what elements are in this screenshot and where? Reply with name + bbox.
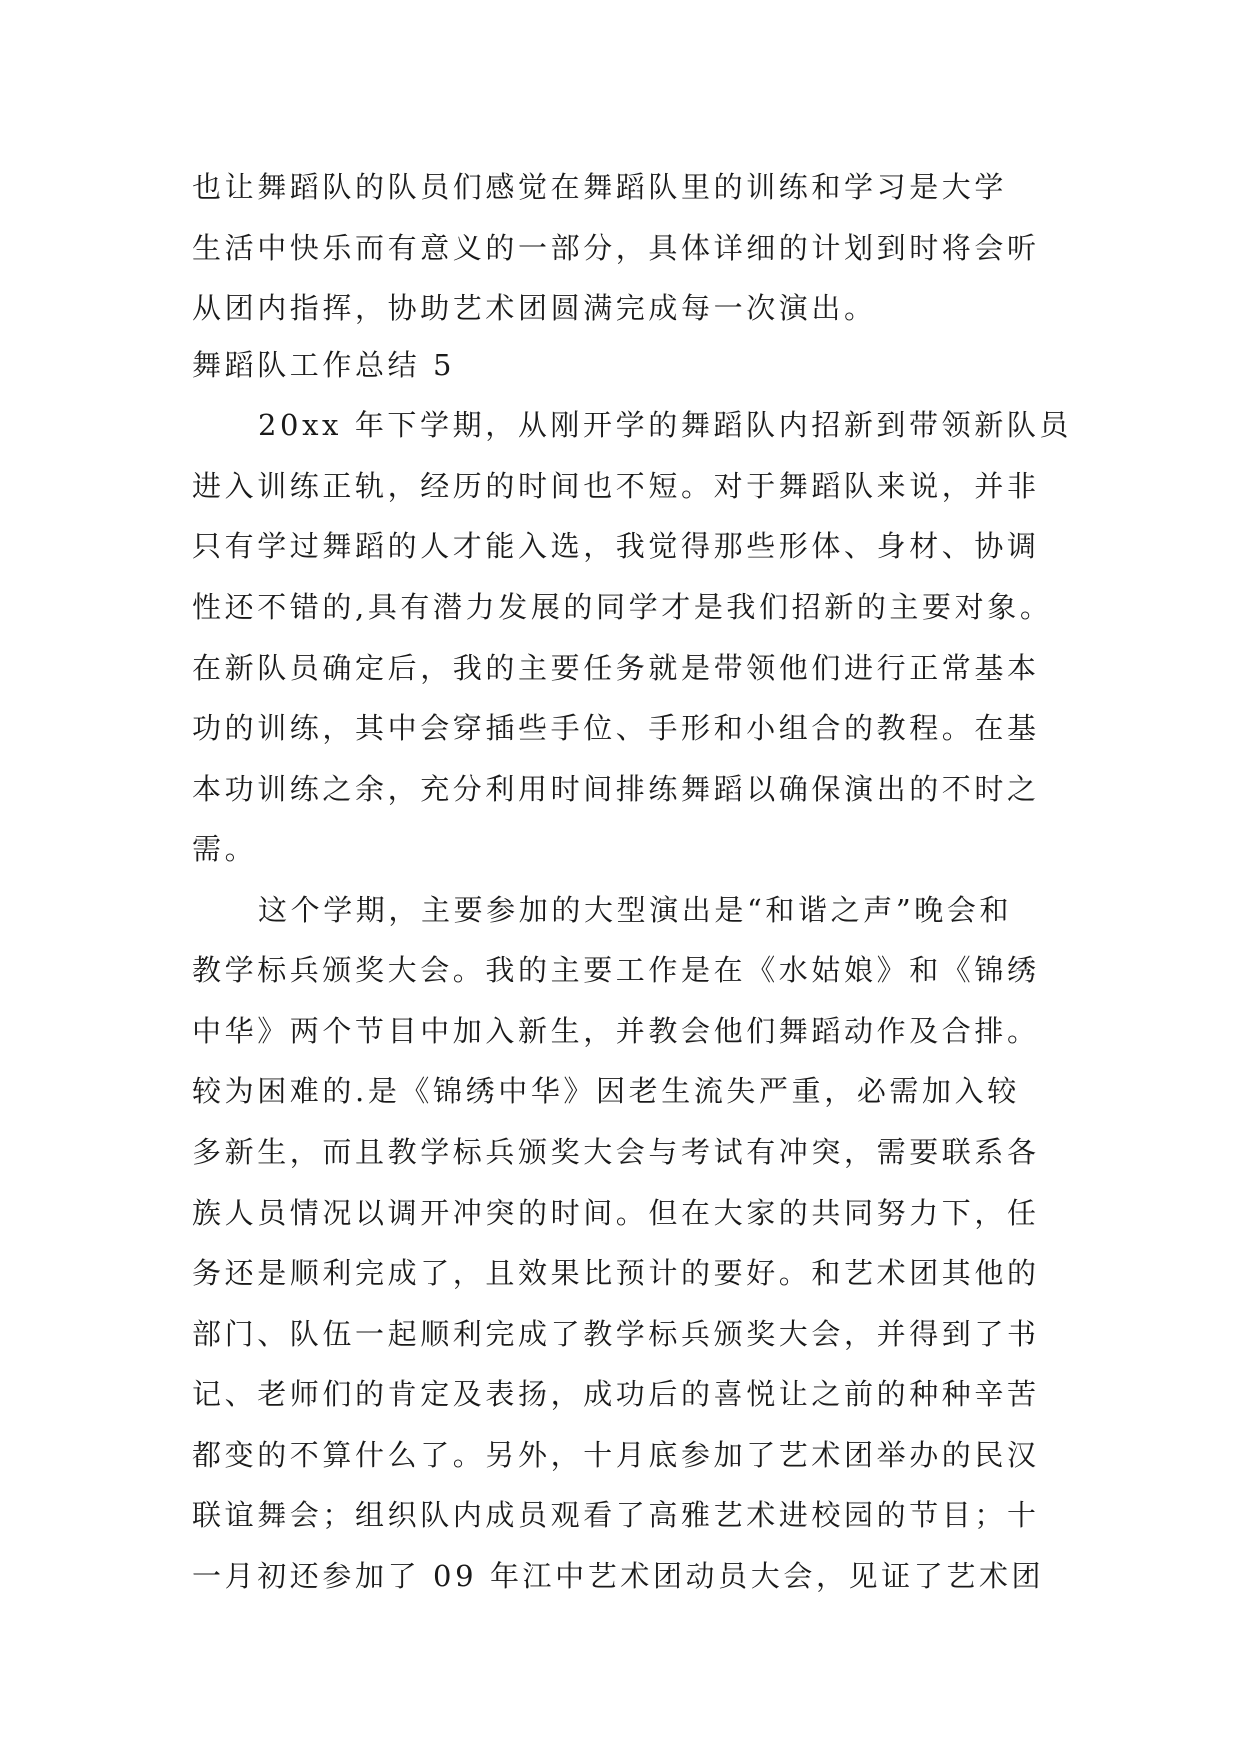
paragraph-line: 记、老师们的肯定及表扬，成功后的喜悦让之前的种种辛苦 [192, 1377, 1040, 1411]
paragraph-line: 功的训练，其中会穿插些手位、手形和小组合的教程。在基 [192, 711, 1040, 745]
paragraph-line: 部门、队伍一起顺利完成了教学标兵颁奖大会，并得到了书 [192, 1317, 1040, 1351]
paragraph-line: 生活中快乐而有意义的一部分，具体详细的计划到时将会听 [192, 231, 1040, 265]
paragraph-line: 一月初还参加了 09 年江中艺术团动员大会，见证了艺术团 [192, 1559, 1045, 1593]
paragraph-line: 联谊舞会；组织队内成员观看了高雅艺术进校园的节目；十 [192, 1498, 1040, 1532]
paragraph-line: 20xx 年下学期，从刚开学的舞蹈队内招新到带领新队员 [258, 408, 1073, 442]
paragraph-line: 务还是顺利完成了，且效果比预计的要好。和艺术团其他的 [192, 1256, 1040, 1290]
paragraph-line: 只有学过舞蹈的人才能入选，我觉得那些形体、身材、协调 [192, 529, 1040, 563]
paragraph-line: 也让舞蹈队的队员们感觉在舞蹈队里的训练和学习是大学 [192, 170, 1008, 204]
paragraph-line: 本功训练之余，充分利用时间排练舞蹈以确保演出的不时之 [192, 772, 1040, 806]
paragraph-line: 中华》两个节目中加入新生，并教会他们舞蹈动作及合排。 [192, 1014, 1040, 1048]
paragraph-line: 在新队员确定后，我的主要任务就是带领他们进行正常基本 [192, 651, 1040, 685]
paragraph-line: 性还不错的,具有潜力发展的同学才是我们招新的主要对象。 [192, 590, 1053, 624]
paragraph-line: 从团内指挥，协助艺术团圆满完成每一次演出。 [192, 291, 877, 325]
paragraph-line: 需。 [192, 832, 258, 866]
paragraph-line: 多新生，而且教学标兵颁奖大会与考试有冲突，需要联系各 [192, 1135, 1040, 1169]
section-heading: 舞蹈队工作总结 5 [192, 348, 456, 382]
paragraph-line: 进入训练正轨，经历的时间也不短。对于舞蹈队来说，并非 [192, 469, 1040, 503]
paragraph-line: 这个学期，主要参加的大型演出是“和谐之声”晚会和 [258, 893, 1013, 927]
paragraph-line: 较为困难的.是《锦绣中华》因老生流失严重，必需加入较 [192, 1074, 1020, 1108]
paragraph-line: 都变的不算什么了。另外，十月底参加了艺术团举办的民汉 [192, 1438, 1040, 1472]
paragraph-line: 族人员情况以调开冲突的时间。但在大家的共同努力下，任 [192, 1196, 1040, 1230]
paragraph-line: 教学标兵颁奖大会。我的主要工作是在《水姑娘》和《锦绣 [192, 953, 1040, 987]
